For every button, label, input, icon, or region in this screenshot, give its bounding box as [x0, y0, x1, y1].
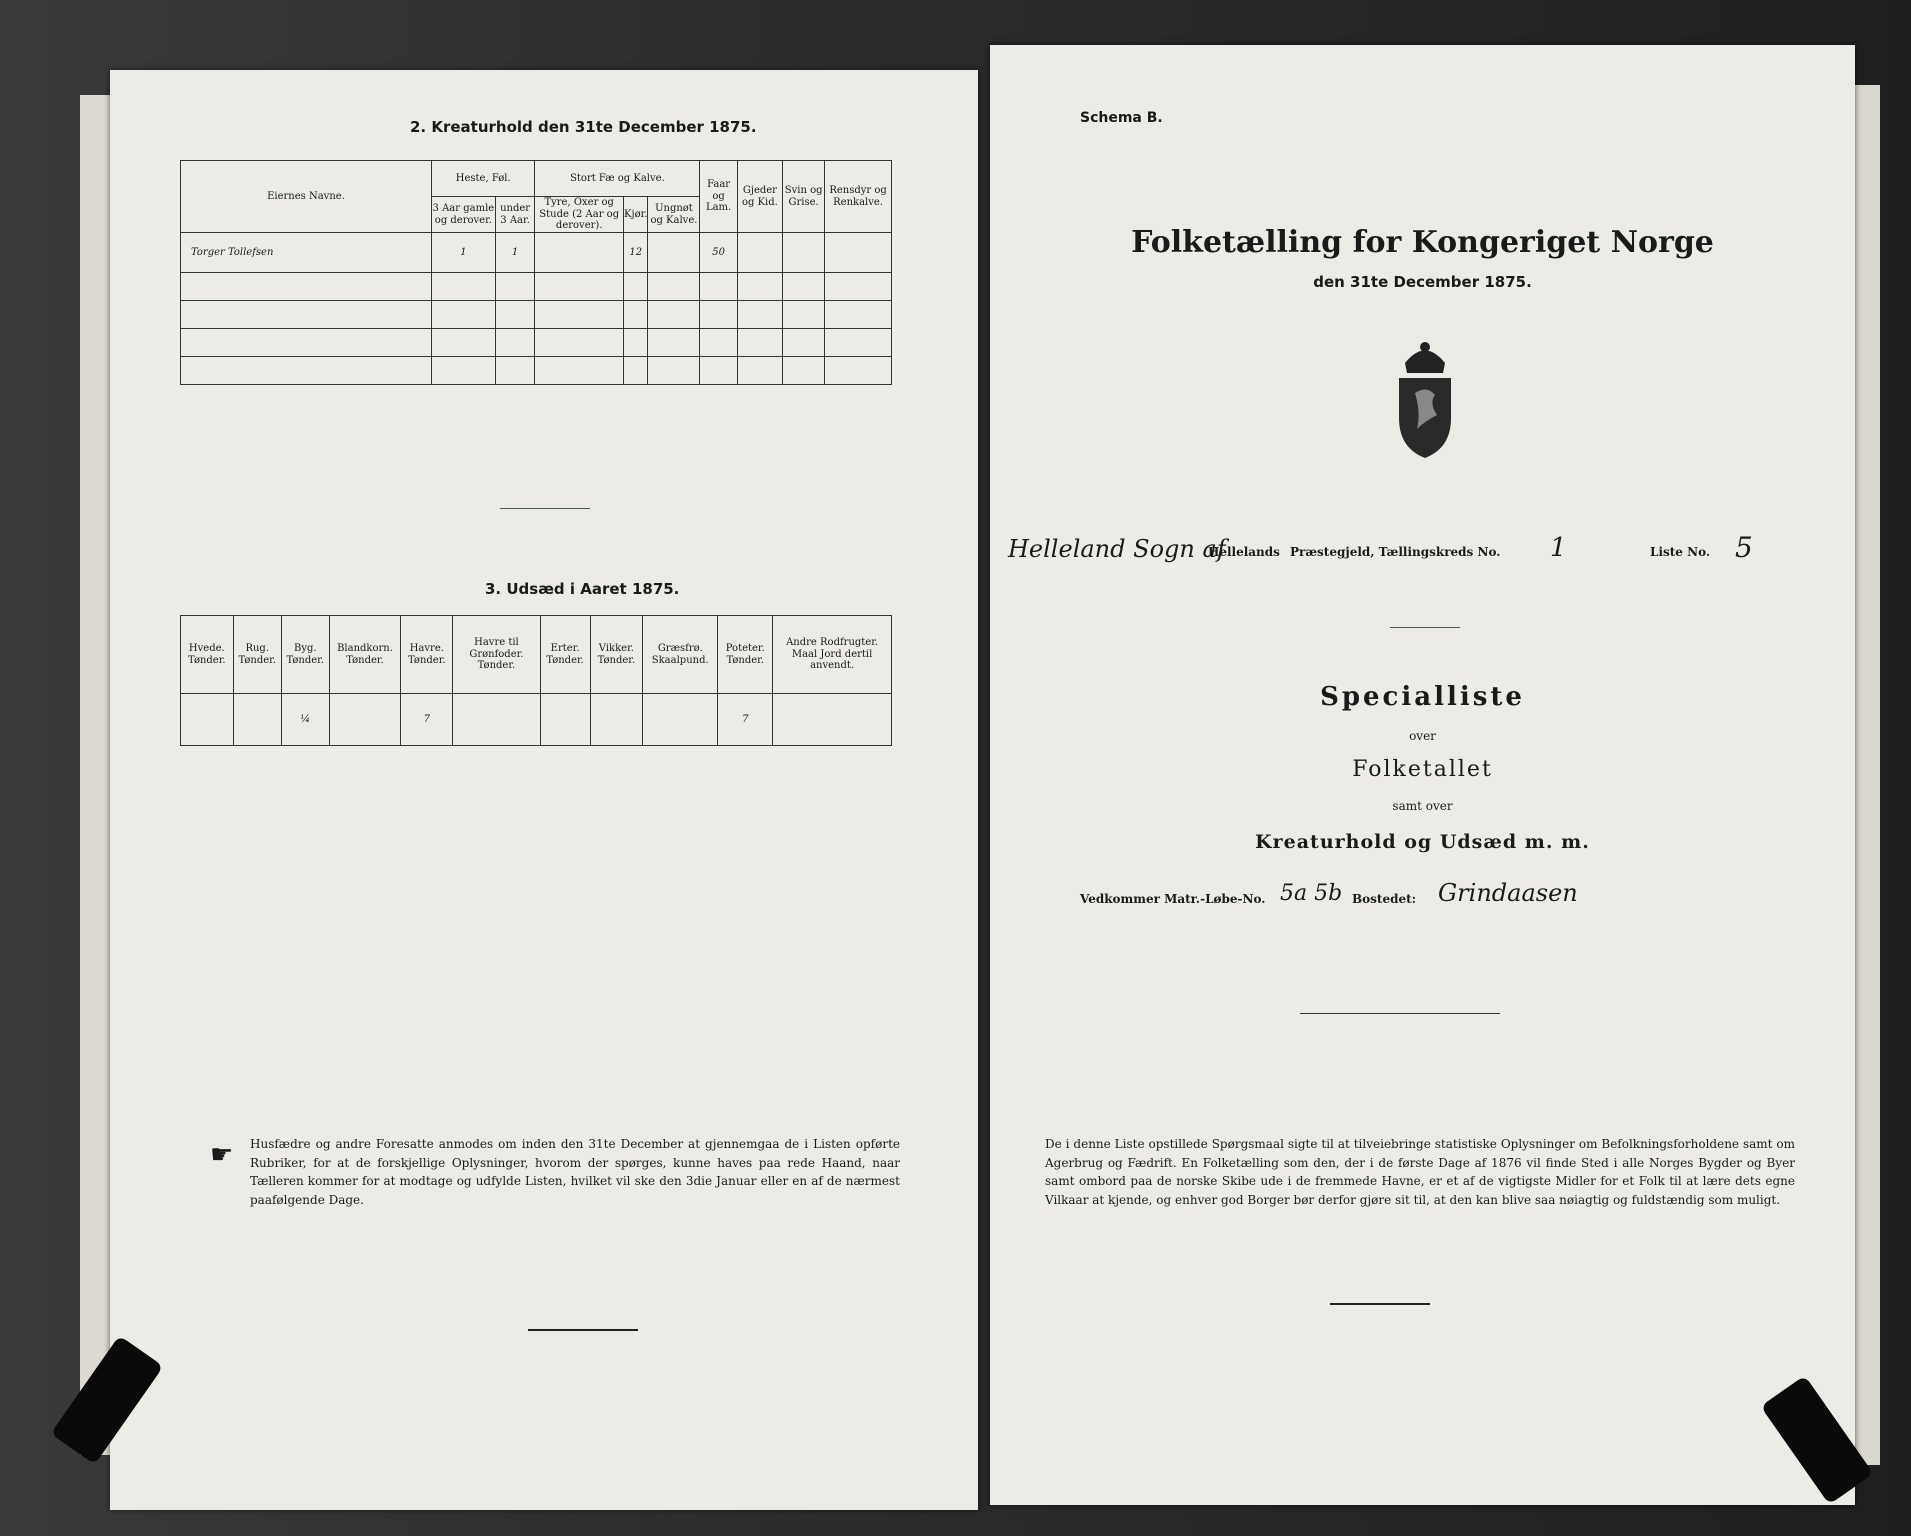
bostedet-label: Bostedet:: [1352, 892, 1417, 906]
col-ungnot: Ungnøt og Kalve.: [648, 197, 700, 233]
seed-header: Vikker. Tønder.: [590, 616, 642, 694]
seed-header: Græsfrø. Skaalpund.: [643, 616, 718, 694]
seed-value: 7: [401, 694, 453, 746]
seed-header: Poteter. Tønder.: [718, 616, 773, 694]
col-tyre: Tyre, Oxer og Stude (2 Aar og derover).: [535, 197, 624, 233]
group-stort-fae: Stort Fæ og Kalve.: [535, 161, 700, 197]
liste-number: 5: [1735, 531, 1753, 564]
cell-value: 1: [432, 233, 496, 273]
divider: [528, 1329, 638, 1331]
owner-header: Eiernes Navne.: [181, 161, 432, 233]
seed-header: Hvede. Tønder.: [181, 616, 234, 694]
liste-label: Liste No.: [1650, 545, 1711, 559]
divider: [1390, 627, 1460, 628]
divider: [500, 508, 590, 509]
bostedet-value: Grindaasen: [1438, 879, 1578, 907]
cell-value: [825, 233, 892, 273]
cell-value: [737, 233, 782, 273]
cell-value: [648, 233, 700, 273]
right-page: [990, 45, 1855, 1505]
main-title: Folketælling for Kongeriget Norge: [1131, 225, 1714, 260]
seed-header: Blandkorn. Tønder.: [329, 616, 401, 694]
divider: [1330, 1303, 1430, 1305]
table-row: [181, 273, 892, 301]
cell-value: 1: [495, 233, 535, 273]
kreaturhold-text: Kreaturhold og Udsæd m. m.: [1255, 831, 1590, 853]
cell-value: 50: [700, 233, 737, 273]
seed-header: Havre til Grønfoder. Tønder.: [453, 616, 540, 694]
matr-label: Vedkommer Matr.-Løbe-No.: [1080, 892, 1266, 906]
livestock-table: [180, 160, 892, 385]
seed-value: ¼: [281, 694, 329, 746]
folketallet-text: Folketallet: [1352, 757, 1493, 782]
col-gjeder: Gjeder og Kid.: [737, 161, 782, 233]
table-row: [181, 301, 892, 329]
col-heste-3aar: 3 Aar gamle og derover.: [432, 197, 496, 233]
owner-name: Torger Tollefsen: [181, 233, 432, 273]
parish-print: Hellelands: [1208, 545, 1280, 559]
over-text: over: [1409, 729, 1436, 743]
coat-of-arms-icon: [1385, 333, 1465, 463]
kreds-number: 1: [1550, 533, 1567, 563]
section3-title: 3. Udsæd i Aaret 1875.: [485, 580, 680, 598]
left-page: [110, 70, 978, 1510]
seed-header: Byg. Tønder.: [281, 616, 329, 694]
group-heste: Heste, Føl.: [432, 161, 535, 197]
seed-value: [233, 694, 281, 746]
seed-header: Havre. Tønder.: [401, 616, 453, 694]
seed-value: [540, 694, 590, 746]
samt-over-text: samt over: [1392, 799, 1453, 813]
cell-value: [783, 233, 825, 273]
seed-header: Rug. Tønder.: [233, 616, 281, 694]
seed-table: [180, 615, 892, 746]
col-heste-under3: under 3 Aar.: [495, 197, 535, 233]
col-svin: Svin og Grise.: [783, 161, 825, 233]
seed-header: Erter. Tønder.: [540, 616, 590, 694]
schema-label: Schema B.: [1080, 110, 1163, 126]
seed-value: [329, 694, 401, 746]
notice-text: Husfædre og andre Foresatte anmodes om inden den 31te December at gjennemgaa de i Listen opførte Rubriker, for at de forskjellige Oplysninger, hvorom der spørges, kunne haves paa rede Haand, naar Tælleren kommer for at modtage og udfylde Listen, hvilket vil ske den 3die Januar eller en af de nærmest paafølgende Dage.: [250, 1137, 900, 1207]
footer-text: De i denne Liste opstillede Spørgsmaal sigte til at tilveiebringe statistiske Oplysninger om Befolkningsforholdene samt om Agerbrug og Fædrift. En Folketælling som den, der i de første Dage af 1876 vil finde Sted i alle Norges Bygder og Byer samt ombord paa de norske Skibe ude i de fremmede Havne, er et af de vigtigste Midler for et Folk til at lære dets egne Vilkaar at kjende, og enhver god Borger bør derfor gjøre sit til, at den kan blive saa nøiagtig og fuldstændig som muligt.: [1045, 1137, 1795, 1207]
specialliste-heading: Specialliste: [1320, 682, 1525, 712]
divider: [1300, 1013, 1500, 1014]
parish-handwritten: Helleland Sogn af: [1008, 535, 1226, 563]
seed-value: 7: [718, 694, 773, 746]
seed-value: [181, 694, 234, 746]
table-row: [181, 694, 892, 746]
subtitle: den 31te December 1875.: [1313, 273, 1532, 291]
section2-title: 2. Kreaturhold den 31te December 1875.: [410, 118, 757, 136]
prestegjeld-label: Præstegjeld, Tællingskreds No.: [1290, 545, 1501, 559]
cell-value: [535, 233, 624, 273]
table-row: [181, 357, 892, 385]
table-row: [181, 329, 892, 357]
pointing-hand-icon: ☛: [210, 1140, 234, 1170]
seed-header: Andre Rodfrugter. Maal Jord dertil anvendt.: [773, 616, 892, 694]
seed-value: [453, 694, 540, 746]
seed-value: [773, 694, 892, 746]
table-row: [181, 233, 892, 273]
seed-value: [643, 694, 718, 746]
matr-number: 5a 5b: [1280, 881, 1343, 906]
seed-value: [590, 694, 642, 746]
col-kjor: Kjør.: [624, 197, 648, 233]
col-faar: Faar og Lam.: [700, 161, 737, 233]
col-rensdyr: Rensdyr og Renkalve.: [825, 161, 892, 233]
cell-value: 12: [624, 233, 648, 273]
